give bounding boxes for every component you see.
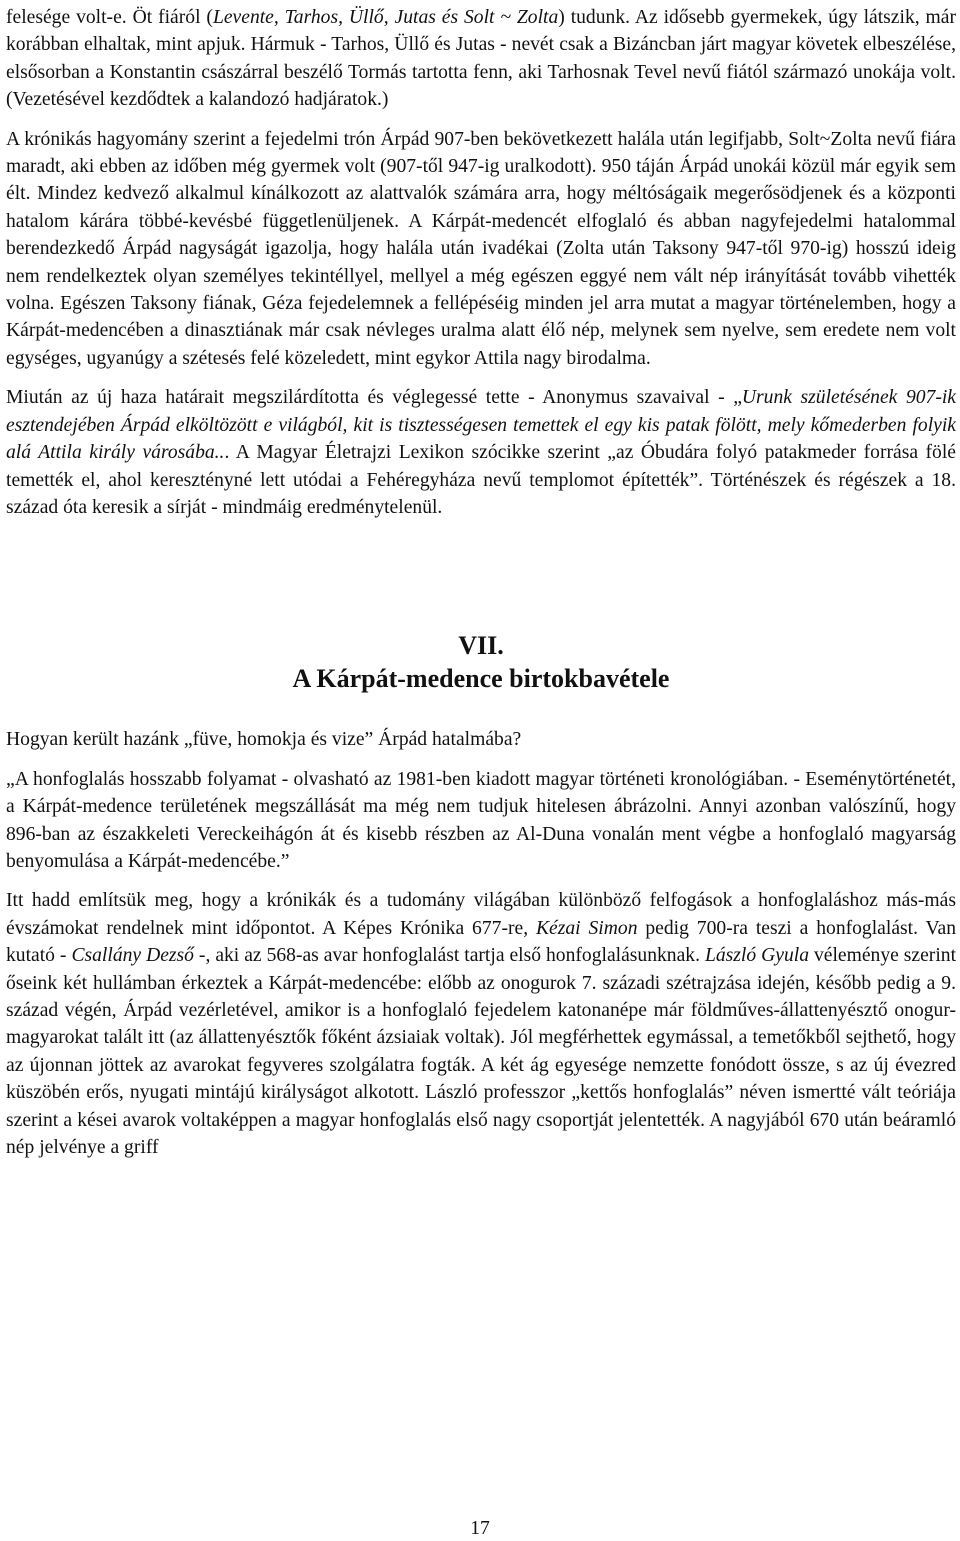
paragraph-5-text-b: pedig 700-ra teszi a honfoglalást. Van kutató - [6, 917, 956, 967]
paragraph-3-italic-quote: Urunk születésének 907-ik esztendejében Árpád elköltözött e világból, kit is tisztességesen temettek el egy kis patak fölött, mely kőmederben folyik alá Attila király városába.. [6, 387, 956, 464]
paragraph-1-italic-names: Levente, Tarhos, Üllő, Jutas és Solt ~ Zolta [212, 7, 559, 28]
paragraph-5-italic-csallany: Csallány Dezső [71, 945, 194, 967]
chapter-title: A Kárpát-medence birtokbavétele [292, 664, 670, 694]
paragraph-5-text-c: -, aki az 568-as avar honfoglalást tartja első honfoglalásunknak. [193, 945, 705, 967]
paragraph-4: „A honfoglalás hosszabb folyamat - olvasható az 1981-ben kiadott magyar történeti kronológiában. - Eseménytörténetét, a Kárpát-medence területének megszállását ma még nem tudjuk hitelesen ábrázolni. Annyi azonban valószínű, hogy 896-ban az északkeleti Vereckeihágón át és kisebb részben az Al-Duna vonalán ment végbe a honfoglaló magyarság benyomulása a Kárpát-medencébe.” [6, 768, 956, 872]
document-page [6, 4, 956, 1161]
paragraph-1-text-b: ) tudunk. Az idősebb gyermekek, úgy látszik, már korábban elhaltak, mint apjuk. Hármuk - Tarhos, Üllő és Jutas - nevét csak a Bizáncban járt magyar követek elbeszélése, elsősorban a Konstantin császárral beszélő Tormás tartotta fenn, aki Tarhosnak Tevel nevű fiától származó unokája volt. (Vezetésével kezdődtek a kalandozó hadjáratok.) [6, 7, 956, 111]
paragraph-1 [6, 4, 956, 114]
paragraph-5-text-d: véleménye szerint őseink két hullámban érkeztek a Kárpát-medencébe: előbb az onogurok 7. századi szétrajzása idején, később pedig a 9. század végén, Árpád vezérletével, amikor is a honfoglaló fejedelem katonanépe már földműves-állattenyésztő onogur-magyarokat talált itt (az állattenyésztők főként ázsiaiak voltak). Jól megférhettek egymással, a temetőkből sejthető, hogy az újonnan jöttek az avarokat fegyveres szolgálatra fogták. A két ág egyesége nemzette fonódott össze, s az új évezred küszöbén erős, nyugati mintájú királyságot alkotott. László professzor „kettős honfoglalás” néven ismertté vált teóriája szerint a kései avarok voltaképpen a magyar honfoglalás első nagy csoportját jelentették. A nagyjából 670 után beáramló nép jelvénye a griff [6, 945, 957, 1158]
chapter-number: VII. [458, 631, 504, 661]
paragraph-5-text-a: Itt hadd említsük meg, hogy a krónikák és a tudomány világában különböző felfogások a honfoglaláshoz más-más évszámokat rendelnek mint időpontot. A Képes Krónika 677-re, [6, 890, 956, 939]
paragraph-1-text-a: felesége volt-e. Öt fiáról ( [6, 7, 213, 28]
paragraph-2: A krónikás hagyomány szerint a fejedelmi trón Árpád 907-ben bekövetkezett halála után legifjabb, Solt~Zolta nevű fiára maradt, aki ebben az időben még gyermek volt (907-től 947-ig uralkodott). 950 táján Árpád unokái közül már egyik sem élt. Mindez kedvező alkalmul kínálkozott az alattvalók számára arra, hogy méltóságaik megerősödjenek és a központi hatalom kárára többé-kevésbé függetlenüljenek. A Kárpát-medencét elfoglaló és abban nagyfejedelmi hatalommal berendezkedő Árpád nagyságát igazolja, hogy halála után ivadékai (Zolta után Taksony 947-től 970-ig) hosszú ideig nem rendelkeztek olyan személyes tekintéllyel, mellyel a még egészen eggyé nem vált nép irányítását tovább vihették volna. Egészen Taksony fiának, Géza fejedelemnek a fellépéséig minden jel arra mutat a magyar történelemben, hogy a Kárpát-medencében a dinasztiának már csak névleges uralma alatt élő nép, melynek sem nyelve, sem eredete nem volt egységes, ugyanúgy a szétesés felé közeledett, mint egykor Attila nagy birodalma. [6, 128, 956, 369]
paragraph-5 [6, 887, 956, 1161]
page-number: 17 [470, 1518, 490, 1539]
paragraph-3-text-b: . A Magyar Életrajzi Lexikon szócikke szerint „az Óbudára folyó patakmeder forrása fölé temették el, ahol keresztényné lett utódai a Fehéregyháza nevű templomot építették”. Történészek és régészek a 18. század óta keresik a sírját - mindmáig eredménytelenül. [6, 442, 956, 518]
chapter-question: Hogyan került hazánk „füve, homokja és vize” Árpád hatalmába? [6, 729, 522, 751]
paragraph-5-italic-kezai: Kézai Simon [535, 917, 638, 939]
paragraph-3 [6, 384, 956, 521]
paragraph-3-text-a: Miután az új haza határait megszilárdította és véglegessé tette - Anonymus szavaival - „ [6, 387, 742, 409]
paragraph-5-italic-laszlo: László Gyula [704, 945, 809, 967]
